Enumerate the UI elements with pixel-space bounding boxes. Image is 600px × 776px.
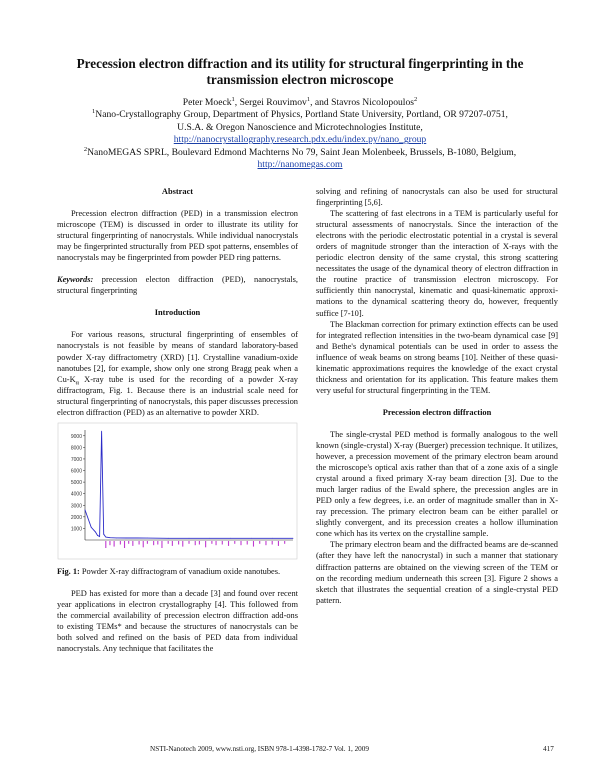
data-point [209,538,210,539]
intro-paragraph [57,329,298,417]
intro-subscript: α [75,379,80,387]
data-point [99,536,100,537]
author-2: , Sergei Rouvimov [234,97,307,108]
footer-citation: NSTI-Nanotech 2009, www.nsti.org, ISBN 978-1-4398-1782-7 Vol. 1, 2009 [150,745,369,753]
figure-1 [57,422,298,560]
affiliation-2 [40,147,560,172]
data-point [97,535,98,536]
author-3: , and Stavros Nicolopoulos [310,97,414,108]
ped-heading: Precession electron diffraction [382,407,492,417]
y-tick-label: 2000 [70,514,82,521]
affiliation-1-line-2: U.S.A. & Oregon Nanoscience and Microtechnologies Institute, [177,121,423,133]
affiliation-1 [40,109,560,146]
affiliation-1-sup: 1 [92,108,96,116]
data-point [147,538,148,539]
author-3-sup: 2 [414,95,418,103]
data-point [85,509,86,510]
author-block [40,97,560,171]
affiliation-2-link[interactable]: http://nanomegas.com [257,159,343,171]
data-point [110,537,111,538]
right-paragraph-2: The Blackman correction for primary extinction effects can be used for integrated reflection intensities in the two-beam dynamical case [9] and Bethe's dynamical potentials can be used in order to assess the influence of weak beams on strong beams [10]. Neither of these quasi-kinematic approximations requires the knowledge of the exact crystal thickness and orientation for its application. This feature makes them very useful for structural fingerprinting in the TEM. [316,319,558,395]
y-tick-label: 8000 [70,445,82,452]
y-tick-label: 3000 [70,503,82,510]
keywords [57,274,298,296]
data-point [91,527,92,528]
right-paragraph-3: The single-crystal PED method is formally analogous to the well known (single-crystal) X-ray (Buerger) precession technique. It utilizes, however, a precession movement of the primary electron beam around the microscope's optical axis rather than that of a zone axis of a single crystal around a fixed primary X-ray beam direction [3]. Due to the much larger radius of the Ewald sphere, the precession angles are in PED only a few degrees, i.e. an order of magnitude smaller than in X-ray precession. The primary electron beam can be either parallel or slightly convergent, and its precession creates a hollow illumination cone which has its vertex on the crystalline sample. [316,429,558,539]
affiliation-1-link[interactable]: http://nanocrystallography.research.pdx.edu/index.py/nano_group [173,134,427,146]
data-point [272,538,273,539]
y-tick-label: 1000 [70,526,82,533]
affiliation-1-line-1: Nano-Crystallography Group, Department of Physics, Portland State University, Portland, OR 97207-0751, [95,109,508,121]
left-column [57,186,298,654]
data-point [230,538,231,539]
author-1: Peter Moeck [182,97,232,108]
title-line-2: transmission electron microscope [206,72,394,87]
right-paragraph-4: The primary electron beam and the diffracted beams are de-scanned (after they have left the nanocrystal) in such a manner that stationary diffraction patterns are obtained on the viewing screen of the TEM or on the recording medium underneath this screen [3]. Figure 2 shows a sketch that illustrates the sequential creation of a single-crystal PED pattern. [316,540,558,605]
intro-text-a: For various reasons, structural fingerprinting of ensembles of nanocrystals is not feasible by means of standard laboratory-based powder X-ray diffractometry (XRD) [1]. Crystalline vanadium-oxide nanotubes [2], for example, show only one strong Bragg peak when a Cu-K [57,330,298,384]
data-point [126,537,127,538]
data-point [116,537,117,538]
abstract-text: Precession electron diffraction (PED) in a transmission electron microscope (TEM) is discussed in order to illustrate its utility for structural fingerprinting of nanocrystals. While individual nanocrystals may be fingerprinted structurally from PED spot patterns, ensembles of nanocrystals may be fingerprinted from powder PED ring patterns. [57,209,298,263]
y-tick-label: 6000 [70,468,82,475]
right-paragraph-1: The scattering of fast electrons in a TEM is particularly useful for structural assessments of nanocrystals. Since the interaction of the electrons with the periodic electrostatic potential in a crystal is several orders of magnitude stronger than the interaction of X-rays with the periodic electron density of the same crystal, this strong scattering necessitates the usage of the dynamical theory of electron diffraction in the routine practice of transmission electron microscopy. For sufficiently thin nanocrystal, kinematic and quasi-kinematic approxi-mations to the dynamical scattering theory do, however, frequently suffice [7-10]. [316,209,558,318]
data-point [103,534,104,535]
data-point [168,538,169,539]
author-list [40,97,560,109]
keywords-text: precession electon diffraction (PED), nanocrystals, structural fingerprinting [57,275,298,296]
intro-heading: Introduction [154,308,201,318]
xrd-chart [57,422,298,560]
abstract-heading: Abstract [161,187,194,196]
data-point [105,537,106,538]
y-tick-label: 7000 [70,456,82,463]
author-1-sup: 1 [231,95,235,103]
keywords-label: Keywords: [57,275,94,285]
y-tick-label: 9000 [70,433,82,440]
title-line-1: Precession electron diffraction and its utility for structural fingerprinting in the [76,56,524,71]
figure-1-caption-text: Powder X-ray diffractogram of vanadium oxide nanotubes. [79,566,281,576]
data-point [95,531,96,532]
figure-1-caption [57,566,298,577]
intro-text-b: X-ray tube is used for the recording of a powder X-ray diffractogram, Fig. 1. Because there is an industrial scale need for structural fingerprinting of nanocrystals, this paper discusses precession electron diffraction (PED) as an alternative to powder XRD. [57,374,298,417]
diffractogram-line [85,431,293,538]
author-2-sup: 1 [306,95,311,103]
data-point [189,538,190,539]
affiliation-2-sup: 2 [83,145,88,153]
paper-title [60,56,540,88]
data-point [101,431,102,432]
data-point [293,538,294,539]
right-column [316,186,558,606]
right-paragraph-0: solving and refining of nanocrystals can also be used for structural fingerprinting [5,6]. [316,187,558,208]
affiliation-2-line-1: NanoMEGAS SPRL, Boulevard Edmond Machterns No 79, Saint Jean Molenbeek, Brussels, B-1080, Belgium, [87,146,517,158]
data-point [251,538,252,539]
y-tick-label: 5000 [70,479,82,486]
page-number: 417 [543,745,554,753]
figure-1-label: Fig. 1: [57,566,80,576]
data-point [137,537,138,538]
left-paragraph-2: PED has existed for more than a decade [3] and found over recent year applications in electron crystallography [4]. This followed from the commercial availability of precession electron diffraction add-ons to existing TEMs* and because the structures of nanocrystals can be both solved and refined on the basis of PED data from individual nanocrystals. Any technique that facilitates the [57,588,298,654]
y-tick-label: 4000 [70,491,82,498]
